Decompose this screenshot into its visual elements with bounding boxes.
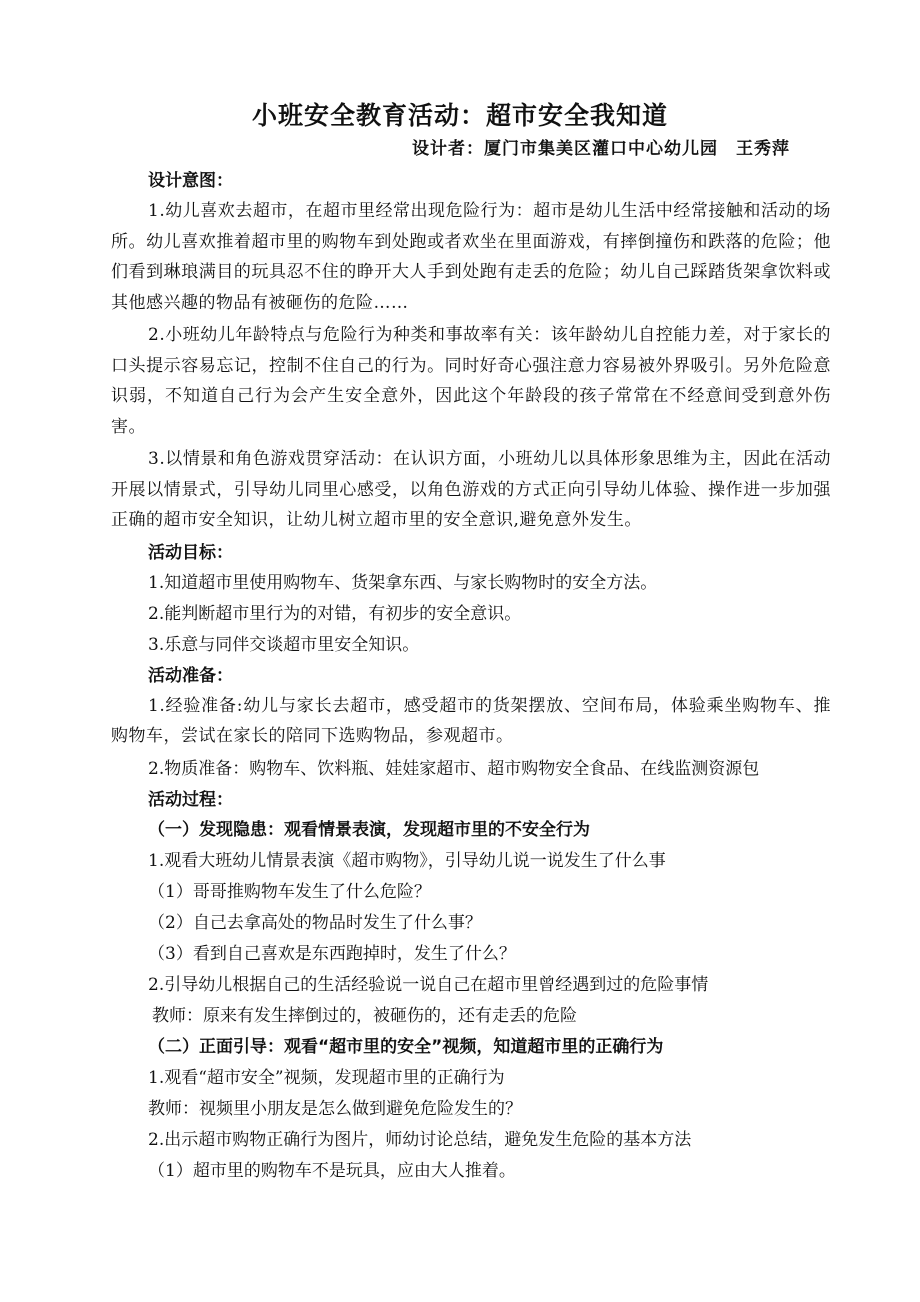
document-title: 小班安全教育活动：超市安全我知道	[251, 101, 668, 130]
process-heading: 活动过程：	[148, 789, 233, 810]
process-line: 2.引导幼儿根据自己的生活经验说一说自己在超市里曾经遇到过的危险事情	[148, 974, 709, 995]
section1-title: （一）发现隐患：观看情景表演，发现超市里的不安全行为	[148, 819, 590, 840]
designer-line: 设计者：厦门市集美区灌口中心幼儿园 王秀萍	[412, 139, 790, 159]
goals-heading: 活动目标：	[148, 542, 233, 563]
process-line: （1）超市里的购物车不是玩具，应由大人推着。	[148, 1160, 516, 1181]
preparation-item: 2.物质准备：购物车、饮料瓶、娃娃家超市、超市购物安全食品、在线监测资源包	[148, 758, 760, 779]
process-line: 教师：视频里小朋友是怎么做到避免危险发生的？	[148, 1098, 522, 1119]
process-line: 1.观看“超市安全”视频，发现超市里的正确行为	[148, 1067, 505, 1088]
document-body	[111, 166, 831, 1187]
process-line: （2）自己去拿高处的物品时发生了什么事？	[148, 912, 482, 933]
process-line: 2.出示超市购物正确行为图片，师幼讨论总结，避免发生危险的基本方法	[148, 1129, 692, 1150]
design-intent-paragraph: 3.以情景和角色游戏贯穿活动：在认识方面，小班幼儿以具体形象思维为主，因此在活动开展以情景式，引导幼儿同里心感受，以角色游戏的方式正向引导幼儿体验、操作进一步加强正确的超市安全知识，让幼儿树立超市里的安全意识,避免意外发生。	[111, 449, 831, 530]
section2-title: （二）正面引导：观看“超市里的安全”视频，知道超市里的正确行为	[148, 1036, 664, 1057]
design-intent-paragraph: 1.幼儿喜欢去超市，在超市里经常出现危险行为：超市是幼儿生活中经常接触和活动的场所。幼儿喜欢推着超市里的购物车到处跑或者欢坐在里面游戏，有摔倒撞伤和跌落的危险；他们看到琳琅满目的玩具忍不住的睁开大人手到处跑有走丢的危险；幼儿自己踩踏货架拿饮料或其他感兴趣的物品有被砸伤的危险……	[111, 201, 831, 313]
preparation-heading: 活动准备：	[148, 665, 233, 686]
design-intent-heading: 设计意图：	[148, 171, 233, 191]
design-intent-paragraph: 2.小班幼儿年龄特点与危险行为种类和事故率有关：该年龄幼儿自控能力差，对于家长的口头提示容易忘记，控制不住自己的行为。同时好奇心强注意力容易被外界吸引。另外危险意识弱，不知道自己行为会产生安全意外，因此这个年龄段的孩子常常在不经意间受到意外伤害。	[111, 325, 831, 437]
process-line: （1）哥哥推购物车发生了什么危险？	[148, 881, 431, 902]
goal-item: 1.知道超市里使用购物车、货架拿东西、与家长购物时的安全方法。	[148, 572, 658, 593]
goal-item: 2.能判断超市里行为的对错，有初步的安全意识。	[148, 603, 522, 624]
process-line: 1.观看大班幼儿情景表演《超市购物》，引导幼儿说一说发生了什么事	[148, 850, 666, 871]
process-line: （3）看到自己喜欢是东西跑掉时，发生了什么？	[148, 943, 516, 964]
process-line: 教师：原来有发生摔倒过的，被砸伤的，还有走丢的危险	[152, 1005, 577, 1026]
goal-item: 3.乐意与同伴交谈超市里安全知识。	[148, 634, 420, 655]
preparation-item: 1.经验准备:幼儿与家长去超市，感受超市的货架摆放、空间布局，体验乘坐购物车、推购物车，尝试在家长的陪同下选购物品，参观超市。	[111, 695, 831, 746]
